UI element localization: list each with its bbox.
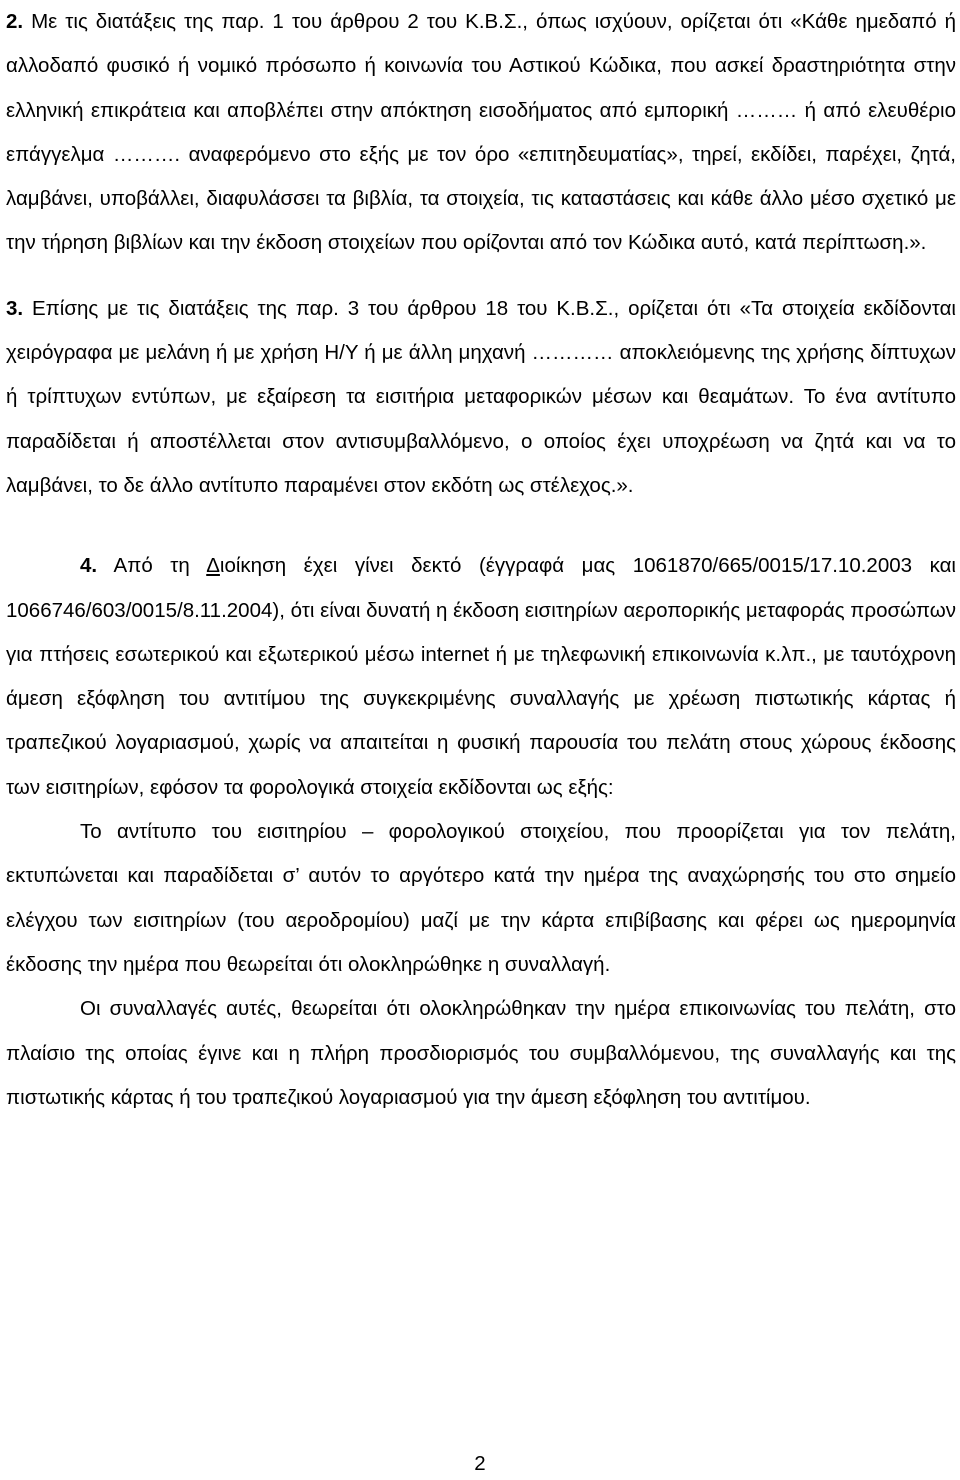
document-page bbox=[6, 0, 956, 1120]
paragraph-number: 2. bbox=[6, 10, 24, 33]
paragraph-2 bbox=[6, 0, 956, 266]
underlined-letter: Δ bbox=[206, 554, 220, 578]
paragraph-number: 3. bbox=[6, 296, 24, 320]
paragraph-number: 4. bbox=[80, 554, 98, 578]
page-number: 2 bbox=[474, 1452, 486, 1475]
paragraph-text-lead: Από τη bbox=[97, 554, 207, 578]
paragraph-text: Το αντίτυπο του εισιτηρίου – φορολογικού στοιχείου, που προορίζεται για τον πελάτη, εκτυπώνεται και παραδίδεται σ’ αυτόν το αργότερο κατά την ημέρα της αναχώρησής του στο σημείο ελέγχου των εισιτηρίων (του αεροδρομίου) μαζί με την κάρτα επιβίβασης και φέρει ως ημερομηνία έκδοσης την ημέρα που θεωρείται ότι ολοκληρώθηκε η συναλλαγή. bbox=[6, 820, 956, 976]
paragraph-text: Επίσης με τις διατάξεις της παρ. 3 του άρθρου 18 του Κ.Β.Σ., ορίζεται ότι «Τα στοιχεία εκδίδονται χειρόγραφα με μελάνη ή με χρήση Η/Υ ή με άλλη μηχανή ………… αποκλειόμενης της χρήσης δίπτυχων ή τρίπτυχων εντύπων, με εξαίρεση τα εισιτήρια μεταφορικών μέσων και θεαμάτων. Το ένα αντίτυπο παραδίδεται ή αποστέλλεται στον αντισυμβαλλόμενο, ο οποίος έχει υποχρέωση να ζητά και να το λαμβάνει, το δε άλλο αντίτυπο παραμένει στον εκδότη ως στέλεχος.». bbox=[6, 296, 956, 497]
paragraph-4 bbox=[6, 544, 956, 810]
paragraph-text: Οι συναλλαγές αυτές, θεωρείται ότι ολοκληρώθηκαν την ημέρα επικοινωνίας του πελάτη, στο πλαίσιο της οποίας έγινε και η πλήρη προσδιορισμός του συμβαλλόμενου, της συναλλαγής και της πιστωτικής κάρτας ή του τραπεζικού λογαριασμού για την άμεση εξόφληση του αντιτίμου. bbox=[6, 997, 956, 1109]
paragraph-transactions bbox=[6, 987, 956, 1120]
paragraph-ticket-copy bbox=[6, 810, 956, 987]
paragraph-text: ιοίκηση έχει γίνει δεκτό (έγγραφά μας 1061870/665/0015/17.10.2003 και 1066746/603/0015/8.11.2004), ότι είναι δυνατή η έκδοση εισιτηρίων αεροπορικής μεταφοράς προσώπων για πτήσεις εσωτερικού και εξωτερικού μέσω internet ή με τηλεφωνική επικοινωνία κ.λπ., με ταυτόχρονη άμεση εξόφληση του αντιτίμου της συγκεκριμένης συναλλαγής με χρέωση πιστωτικής κάρτας ή τραπεζικού λογαριασμού, χωρίς να απαιτείται η φυσική παρουσία του πελάτη στους χώρους έκδοσης των εισιτηρίων, εφόσον τα φορολογικά στοιχεία εκδίδονται ως εξής: bbox=[6, 554, 956, 799]
paragraph-3 bbox=[6, 287, 956, 508]
paragraph-text: Με τις διατάξεις της παρ. 1 του άρθρου 2 του Κ.Β.Σ., όπως ισχύουν, ορίζεται ότι «Κάθε ημεδαπό ή αλλοδαπό φυσικό ή νομικό πρόσωπο ή κοινωνία του Αστικού Κώδικα, που ασκεί δραστηριότητα στην ελληνική επικράτεια και αποβλέπει στην απόκτηση εισοδήματος από εμπορική ……… ή από ελευθέριο επάγγελμα ………. αναφερόμενο στο εξής με τον όρο «επιτηδευματίας», τηρεί, εκδίδει, παρέχει, ζητά, λαμβάνει, υποβάλλει, διαφυλάσσει τα βιβλία, τα στοιχεία, τις καταστάσεις και κάθε άλλο μέσο σχετικό με την τήρηση βιβλίων και την έκδοση στοιχείων που ορίζονται από τον Κώδικα αυτό, κατά περίπτωση.». bbox=[6, 10, 956, 255]
